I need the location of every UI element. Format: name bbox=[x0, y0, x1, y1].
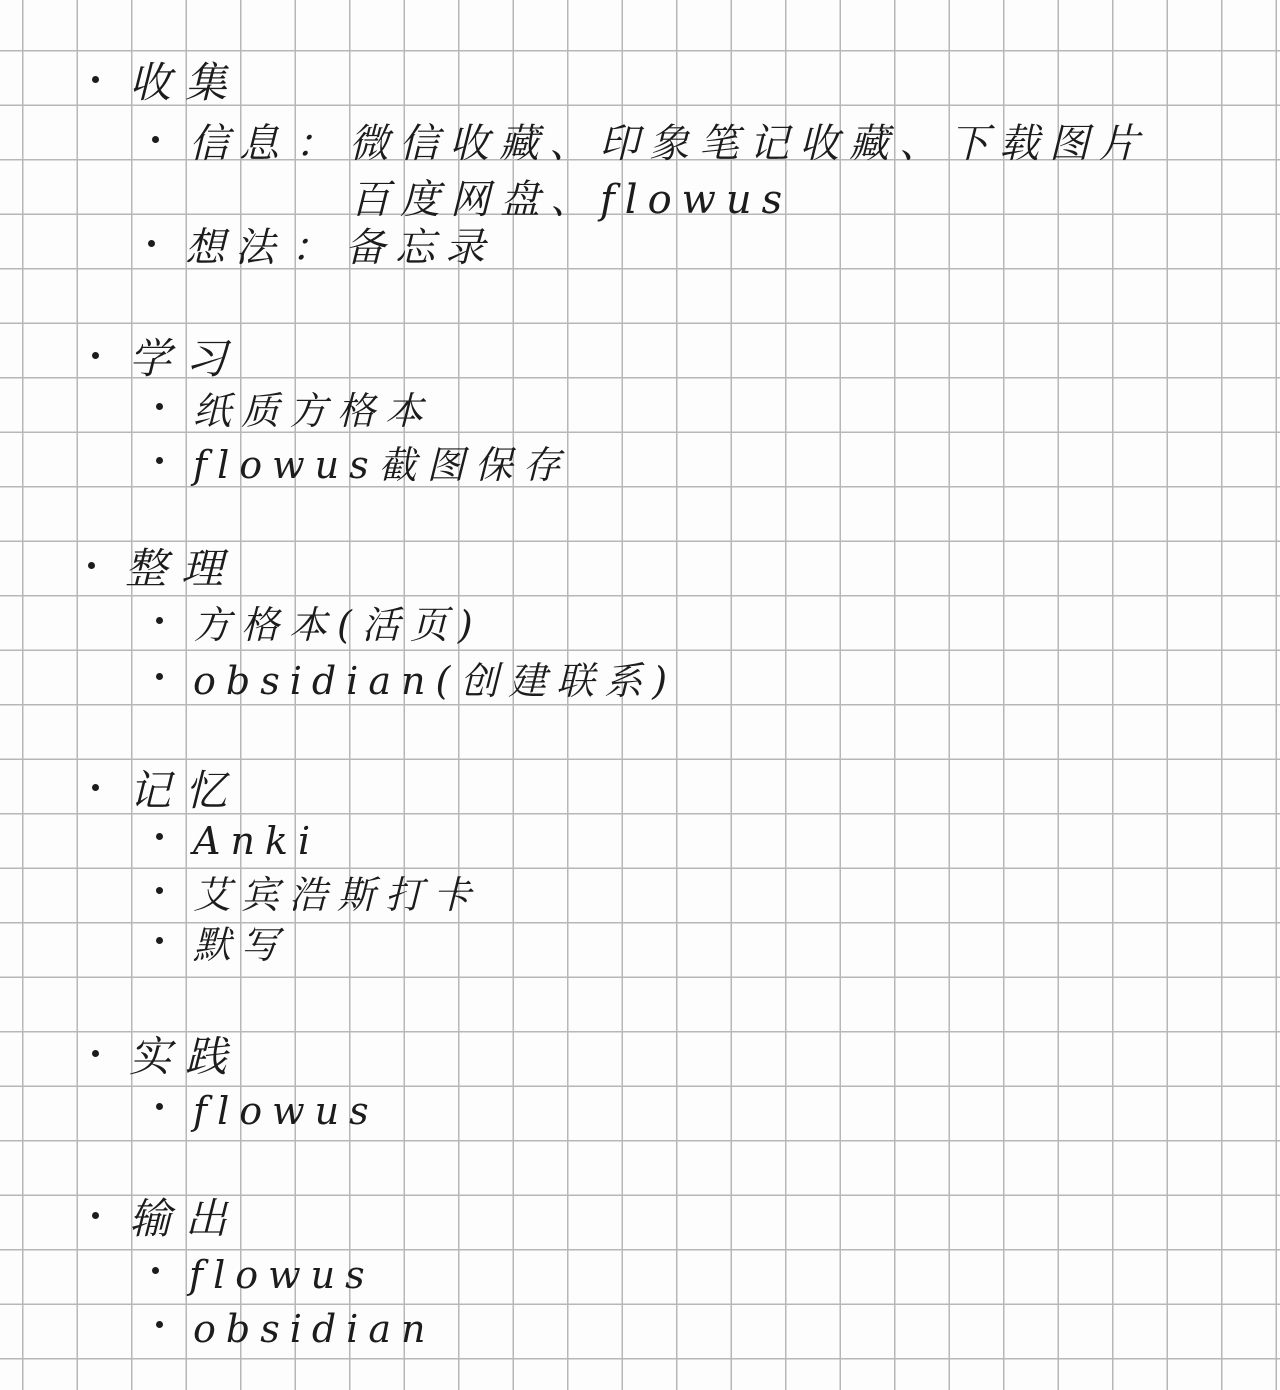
list-item-organize-1: 方格本(活页) bbox=[156, 606, 483, 644]
list-item-output-2: obsidian bbox=[156, 1310, 435, 1348]
item-value-continued: 百度网盘、flowus bbox=[350, 177, 793, 223]
list-item-practice-1: flowus bbox=[156, 1092, 379, 1130]
section-heading-practice: 实践 bbox=[92, 1036, 241, 1078]
bullet-icon bbox=[156, 887, 163, 894]
item-value: 备忘录 bbox=[345, 225, 495, 271]
item-separator: ： bbox=[291, 225, 331, 271]
list-item-memory-2: 艾宾浩斯打卡 bbox=[156, 876, 481, 914]
bullet-icon bbox=[92, 1050, 99, 1057]
item-label: 想法 bbox=[185, 225, 285, 271]
list-item-memory-1: Anki bbox=[156, 822, 320, 860]
bullet-icon bbox=[88, 562, 95, 569]
section-heading-memory: 记忆 bbox=[92, 770, 241, 812]
bullet-icon bbox=[152, 1267, 159, 1274]
bullet-icon bbox=[156, 1321, 163, 1328]
item-separator: ： bbox=[295, 121, 335, 167]
list-item-output-1: flowus bbox=[152, 1256, 375, 1294]
bullet-icon bbox=[156, 673, 163, 680]
list-item-collect-info-continued bbox=[350, 177, 793, 223]
bullet-icon bbox=[92, 784, 99, 791]
bullet-icon bbox=[156, 937, 163, 944]
bullet-icon bbox=[152, 136, 159, 143]
list-item-study-1: 纸质方格本 bbox=[156, 392, 433, 430]
bullet-icon bbox=[148, 240, 155, 247]
bullet-icon bbox=[156, 457, 163, 464]
section-heading-output: 输出 bbox=[92, 1198, 241, 1240]
item-label: 信息 bbox=[189, 121, 289, 167]
list-item-organize-2: obsidian(创建联系) bbox=[156, 662, 677, 700]
section-heading-collect: 收集 bbox=[92, 62, 241, 104]
bullet-icon bbox=[156, 1103, 163, 1110]
list-item-collect-info bbox=[152, 121, 1149, 167]
bullet-icon bbox=[92, 352, 99, 359]
bullet-icon bbox=[92, 76, 99, 83]
section-heading-study: 学习 bbox=[92, 338, 241, 380]
item-value: 微信收藏、印象笔记收藏、下载图片 bbox=[349, 121, 1149, 167]
list-item-collect-ideas bbox=[148, 225, 495, 271]
bullet-icon bbox=[156, 617, 163, 624]
bullet-icon bbox=[156, 403, 163, 410]
bullet-icon bbox=[156, 833, 163, 840]
bullet-icon bbox=[92, 1212, 99, 1219]
section-heading-organize: 整理 bbox=[88, 548, 237, 590]
list-item-study-2: flowus截图保存 bbox=[156, 446, 571, 484]
list-item-memory-3: 默写 bbox=[156, 926, 289, 964]
